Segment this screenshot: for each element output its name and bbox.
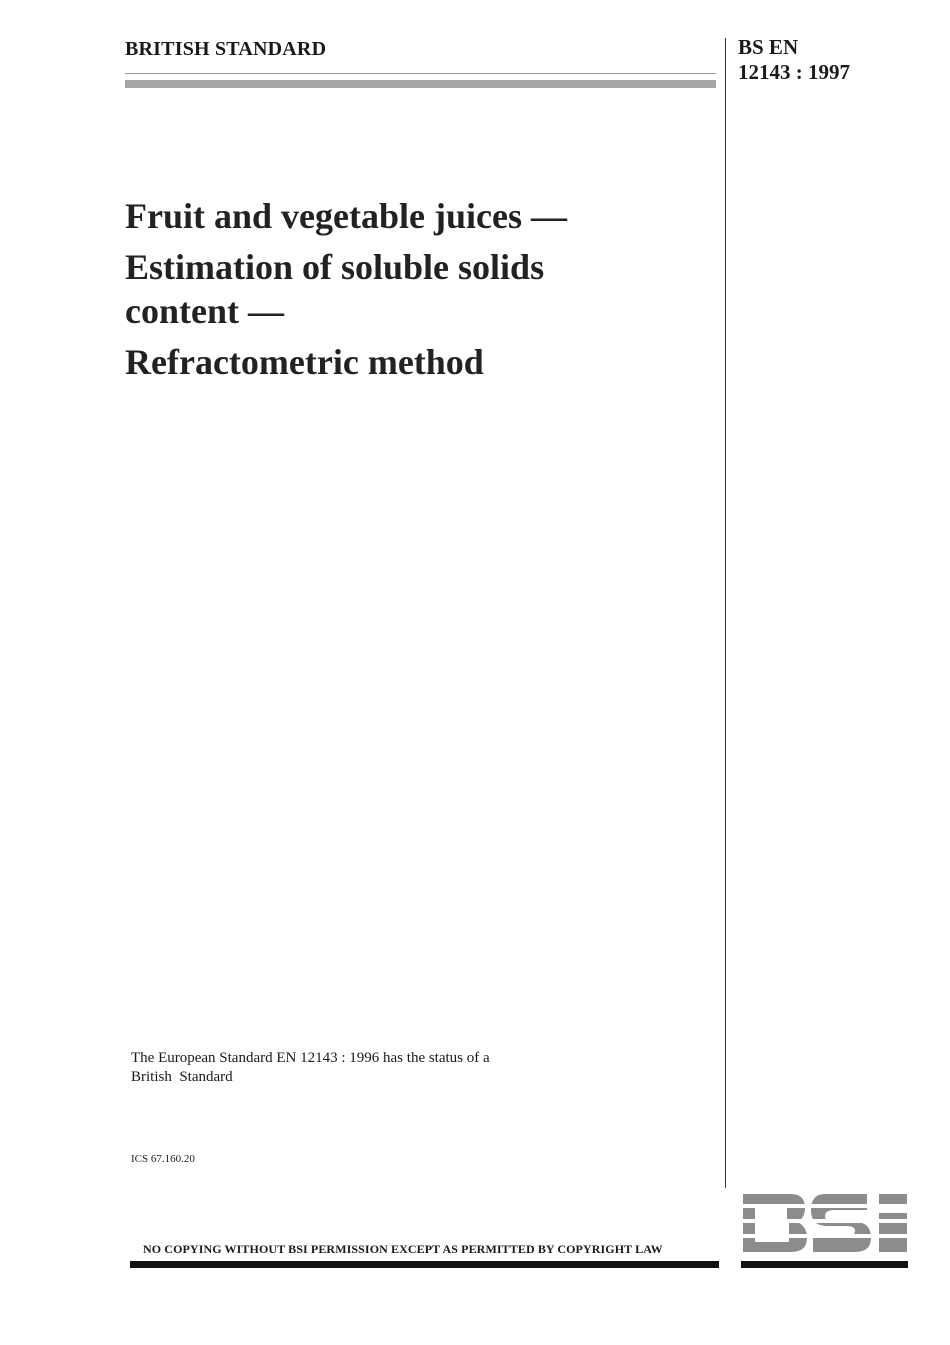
standard-number-line-2: 12143 : 1997	[738, 60, 850, 84]
header-rule-thin	[125, 73, 716, 74]
logo-underline-bar	[741, 1261, 908, 1268]
title-line-1: Fruit and vegetable juices —	[125, 196, 567, 236]
footer-bar	[130, 1261, 719, 1268]
header-rule-thick	[125, 80, 716, 88]
status-line-1: The European Standard EN 12143 : 1996 has the status of a	[131, 1050, 490, 1066]
status-line-2: British Standard	[131, 1069, 233, 1085]
standard-number	[738, 35, 850, 85]
ics-code: ICS 67.160.20	[131, 1153, 195, 1165]
document-series-label: BRITISH STANDARD	[125, 38, 327, 60]
standard-number-line-1: BS EN	[738, 35, 799, 59]
copyright-notice: NO COPYING WITHOUT BSI PERMISSION EXCEPT AS PERMITTED BY COPYRIGHT LAW	[143, 1242, 663, 1256]
bsi-logo	[741, 1192, 909, 1254]
title-line-4: Refractometric method	[125, 342, 484, 382]
vertical-divider	[725, 38, 726, 1188]
status-statement	[131, 1049, 571, 1087]
document-title	[125, 194, 705, 384]
title-line-3: content —	[125, 291, 284, 331]
title-line-2: Estimation of soluble solids	[125, 247, 545, 287]
